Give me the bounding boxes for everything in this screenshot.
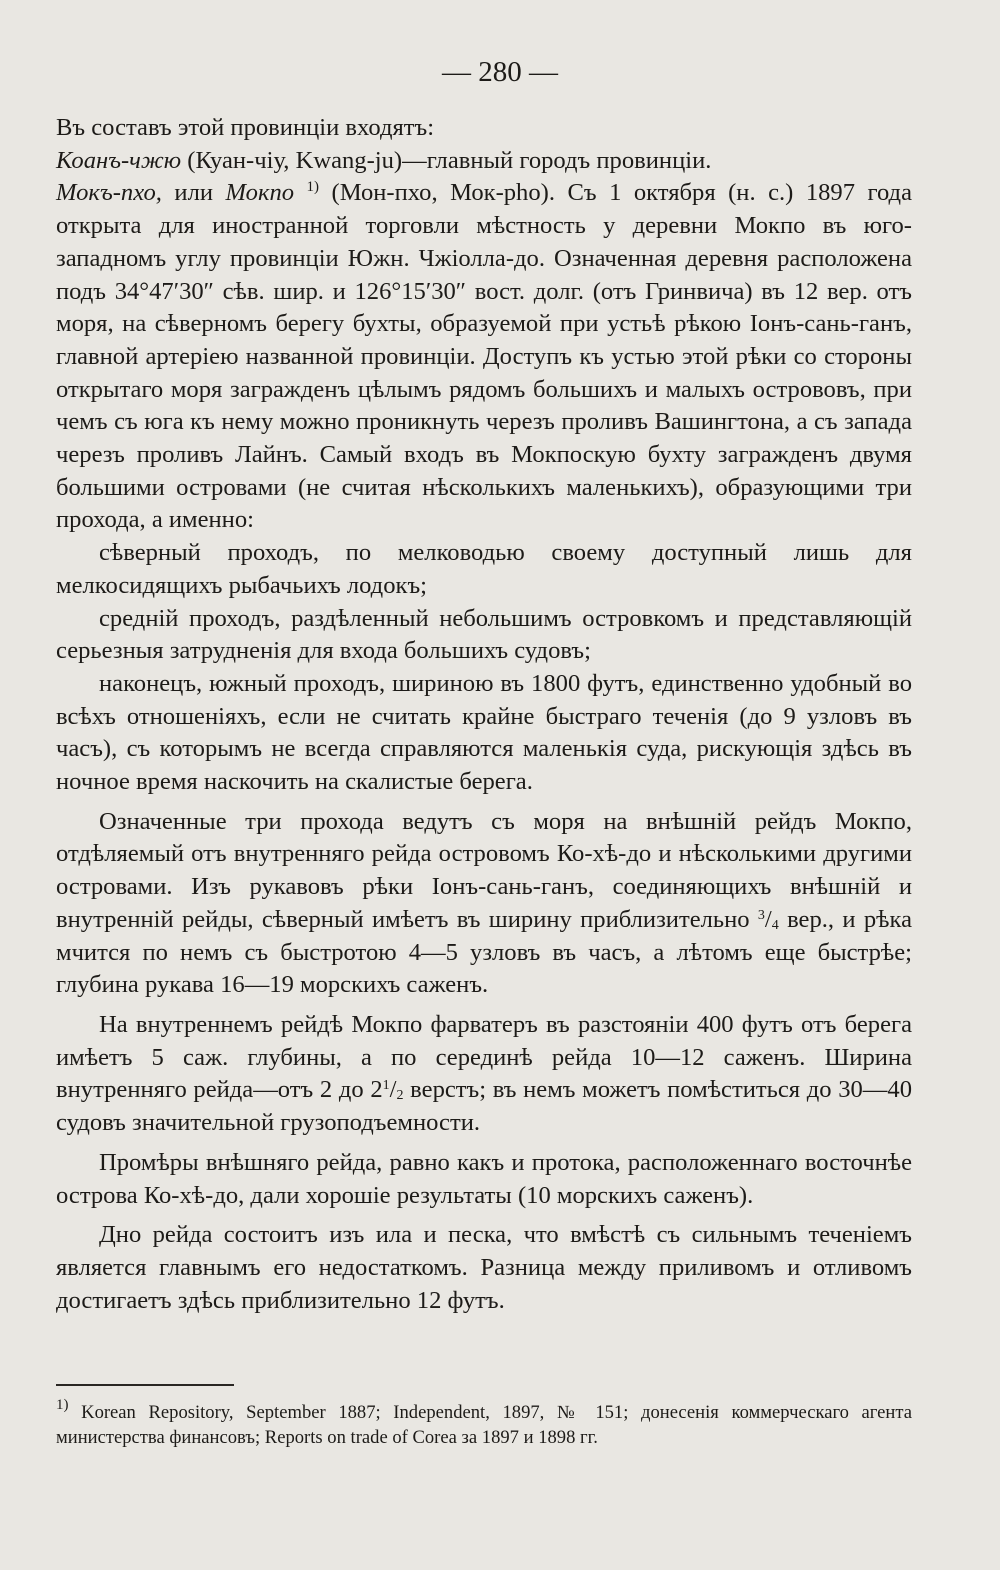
italic-term: Мокъ-пхо, [56,179,162,207]
footnote-marker: 1) [306,179,320,196]
text-run: или [161,179,226,207]
footnote [56,1397,912,1450]
fraction-numerator: 3 [757,907,765,923]
paragraph [56,1009,912,1140]
paragraph: средній проходъ, раздѣленный небольшимъ островкомъ и представляющій серьезныя затрудненія для входа большихъ судовъ; [56,604,912,665]
paragraph: Въ составъ этой провинціи входятъ: [56,114,435,141]
paragraph: наконецъ, южный проходъ, шириною въ 1800 футъ, единственно удобный во всѣхъ отношеніяхъ, если не считать крайне быстраго теченія (до 9 узловъ въ часъ), съ которымъ не всегда справляются маленькія суда, рискующія здѣсь въ ночное время наскочить на скалистые берега. [56,669,912,796]
paragraph [56,145,912,178]
fraction [383,1076,404,1103]
fraction-slash: / [764,905,772,933]
page-number: — 280 — [442,56,558,88]
paragraph: сѣверный проходъ, по мелководью своему доступный лишь для мелкосидящихъ рыбачьихъ лодокъ; [56,539,912,599]
text-run: (Мон-пхо, Мок-pho). Съ 1 октября (н. с.) 1897 года открыта для иностранной торговли мѣстность у деревни Мокпо въ юго-западномъ углу провинціи Южн. Чжіолла-до. Означенная деревня расположена подъ 34°47′30″ сѣв. шир. и 126°15′30″ вост. долг. (отъ Гринвича) въ 12 вер. отъ моря, на сѣверномъ берегу бухты, образуемой при устьѣ рѣкою Іонъ-сань-ганъ, главной артеріею названной провинціи. Доступъ къ устью этой рѣки со стороны открытаго моря загражденъ цѣлымъ рядомъ большихъ и малыхъ острововъ, при чемъ съ юга къ нему можно проникнуть черезъ проливъ Вашингтона, а съ запада черезъ проливъ Лайнъ. Самый входъ въ Мокпоскую бухту загражденъ двумя большими островами (не считая нѣсколькихъ маленькихъ), образующими три прохода, а именно: [56,179,912,534]
italic-term: Коанъ-чжю [56,146,182,174]
footnote-divider [56,1384,234,1386]
fraction-numerator: 1 [382,1078,390,1094]
footnotes [56,1397,912,1450]
text-run [294,179,306,206]
paragraph [56,806,912,1002]
text-run: вер., и рѣка мчится по немъ съ быстротою 4—5 узловъ въ часъ, а лѣтомъ еще быстрѣе; глубина рукава 16—19 морскихъ саженъ. [56,905,912,999]
footnote-marker: 1) [56,1397,69,1413]
text-run: (Куан-чіу, Kwang-ju)—главный городъ провинціи. [181,146,712,174]
text-run: верстъ; въ немъ можетъ помѣститься до 30—40 судовъ значительной грузоподъемности. [56,1076,912,1137]
text-run: Означенные три прохода ведутъ съ моря на внѣшній рейдъ Мокпо, отдѣляемый отъ внутренняго рейда островомъ Ко-хѣ-до и нѣсколькими другими островами. Изъ рукавовъ рѣки Іонъ-сань-ганъ, соединяющихъ внѣшній и внутренній рейды, сѣверный имѣетъ въ ширину приблизительно [56,807,912,933]
paragraph: Промѣры внѣшняго рейда, равно какъ и протока, расположеннаго восточнѣе острова Ко-хѣ-до, дали хорошіе результаты (10 морскихъ саженъ). [56,1148,912,1209]
fraction-denominator: 2 [396,1088,404,1104]
body-text [56,112,912,1317]
fraction [758,906,779,933]
fraction-slash: / [389,1076,397,1104]
italic-term: Мокпо [225,179,295,207]
paragraph [56,177,912,537]
text-run: Korean Repository, September 1887; Independent, 1897, № 151; донесенія коммерческаго агента министерства финансовъ; Reports on trade of Corea за 1897 и 1898 гг. [56,1402,912,1448]
fraction-denominator: 4 [771,917,779,933]
paragraph: Дно рейда состоитъ изъ ила и песка, что вмѣстѣ съ сильнымъ теченіемъ является главнымъ его недостаткомъ. Разница между приливомъ и отливомъ достигаетъ здѣсь приблизительно 12 футъ. [56,1221,912,1314]
text-run: На внутреннемъ рейдѣ Мокпо фарватеръ въ разстояніи 400 футъ отъ берега имѣетъ 5 саж. глубины, а по серединѣ рейда 10—12 саженъ. Ширина внутренняго рейда—отъ 2 до 2 [56,1010,912,1104]
